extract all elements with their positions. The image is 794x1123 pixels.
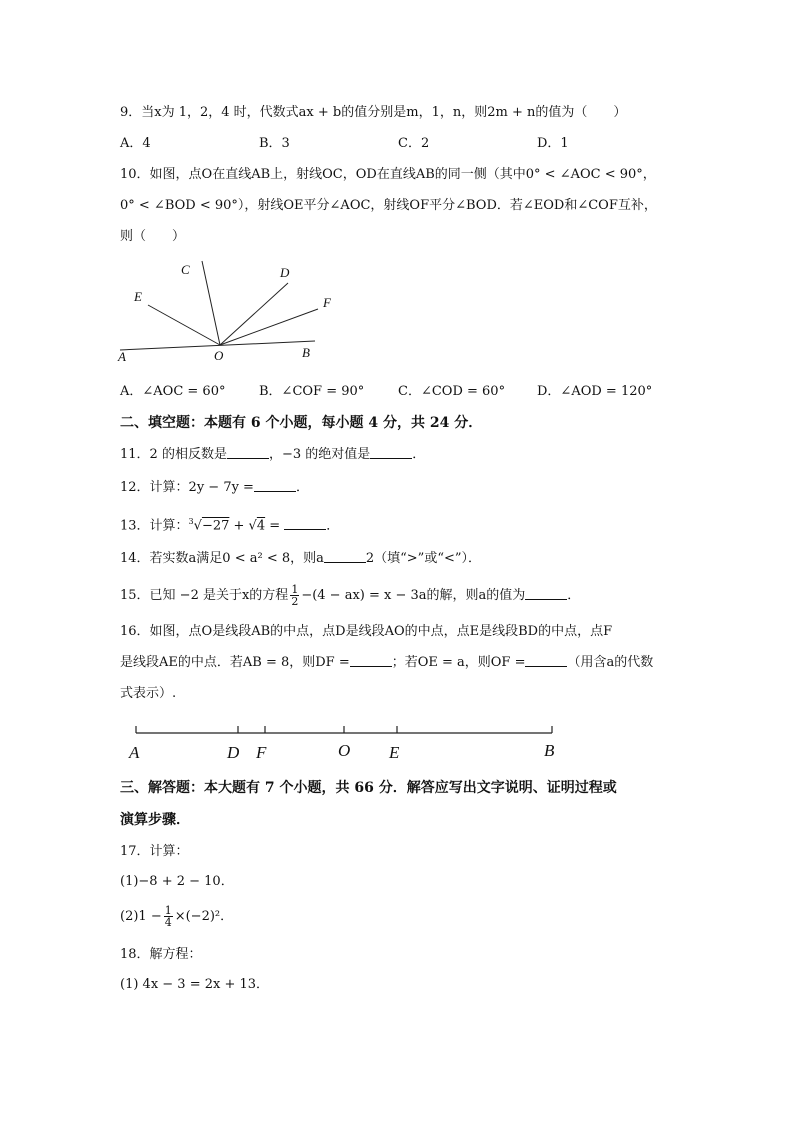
q15-text-a: 15．已知 −2 是关于x的方程 — [120, 588, 289, 603]
ray-oc — [202, 261, 220, 345]
q9-option-b: B．3 — [259, 136, 290, 151]
q13-blank — [284, 517, 326, 530]
q11-text-b: ，−3 的绝对值是 — [268, 447, 371, 462]
q11-blank-1 — [227, 446, 269, 459]
q10-option-d: D．∠AOD = 120° — [537, 384, 653, 399]
ray-oe — [148, 305, 220, 345]
q12-text-b: ． — [295, 480, 309, 495]
radical-sign-1: √ — [193, 518, 202, 534]
radical-sign-2: √ — [248, 518, 257, 534]
q9-option-a: A．4 — [120, 136, 151, 151]
point-d-label: D — [227, 743, 240, 762]
q13-eq: = — [265, 518, 281, 534]
q17-part-2-text-a: (2)1 − — [120, 909, 162, 924]
q17-part-1: (1)−8 + 2 − 10． — [120, 874, 234, 889]
q16-text-c: （用含a的代数 — [567, 655, 654, 670]
point-d-label: D — [280, 265, 290, 280]
q16-line-2 — [120, 654, 653, 672]
q13-text-b: ． — [326, 518, 340, 534]
q14-text-b: 2（填“>”或“<”）． — [365, 551, 482, 566]
q15-blank — [525, 587, 567, 600]
q18-part-1: (1) 4x − 3 = 2x + 13． — [120, 977, 270, 992]
q16-line-3: 式表示）. — [120, 686, 177, 701]
q12 — [120, 479, 309, 497]
q17-part-2-text-b: ×(−2)²． — [174, 909, 234, 924]
q17-title: 17．计算： — [120, 844, 189, 859]
q11-text-c: ． — [412, 447, 426, 462]
q18-title: 18．解方程： — [120, 947, 202, 962]
point-f-label: F — [323, 295, 331, 310]
q15-text-b: −(4 − ax) = x − 3a的解，则a的值为 — [301, 588, 526, 603]
q13-mid: + — [229, 518, 249, 534]
q10-line-2: 0° < ∠BOD < 90°），射线OE平分∠AOC，射线OF平分∠BOD．若∠EOD和∠COF互补， — [120, 198, 657, 213]
q12-text-a: 12．计算：2y − 7y = — [120, 480, 254, 495]
section-2-heading: 二、填空题：本题有 6 个小题，每小题 4 分，共 24 分． — [120, 415, 483, 431]
q15-text-c: ． — [567, 588, 581, 603]
point-b-label: B — [544, 741, 555, 760]
ray-od — [220, 283, 288, 345]
q13-text-a: 13．计算： — [120, 518, 189, 534]
q14-blank — [324, 550, 366, 563]
q10-angle-figure — [110, 255, 350, 370]
point-f-label: F — [256, 743, 267, 762]
q14 — [120, 550, 481, 568]
q17-fraction — [164, 905, 173, 928]
q16-blank-2 — [525, 654, 567, 667]
q13-radicand-1: −27 — [201, 518, 230, 534]
q10-line-3: 则（ ） — [120, 229, 186, 244]
q16-blank-1 — [350, 654, 392, 667]
q9-stem: 9．当x为 1，2，4 时，代数式ax + b的值分别是m，1，n，则2m + n的值为（ ） — [120, 105, 627, 120]
q12-blank — [254, 479, 296, 492]
q16-text-b: ；若OE = a，则OF = — [391, 655, 526, 670]
point-o-label: O — [338, 741, 351, 760]
q10-option-a: A．∠AOC = 60° — [120, 384, 226, 399]
q13-radicand-2: 4 — [256, 518, 266, 534]
cube-root-index: 3 — [188, 517, 194, 526]
q11-text-a: 11．2 的相反数是 — [120, 447, 227, 462]
q15-fraction — [290, 584, 299, 607]
q14-text-a: 14．若实数a满足0 < a² < 8，则a — [120, 551, 324, 566]
q17-fraction-numerator: 1 — [164, 904, 172, 917]
q9-option-c: C．2 — [398, 136, 430, 151]
q15-fraction-denominator: 2 — [291, 595, 299, 608]
ray-of — [220, 309, 318, 345]
q17-part-2 — [120, 903, 233, 931]
point-a-label: A — [129, 743, 140, 762]
point-e-label: E — [389, 743, 400, 762]
q9-option-d: D．1 — [537, 136, 569, 151]
q15-fraction-numerator: 1 — [291, 583, 299, 596]
q10-option-c: C．∠COD = 60° — [398, 384, 506, 399]
q10-line-1: 10．如图，点O在直线AB上，射线OC，OD在直线AB的同一侧（其中0° < ∠AOC < 90°， — [120, 167, 656, 182]
point-a-label: A — [118, 349, 126, 364]
q11 — [120, 446, 425, 464]
q16-line-1: 16．如图，点O是线段AB的中点，点D是线段AO的中点，点E是线段BD的中点，点F — [120, 624, 613, 639]
q15 — [120, 583, 580, 609]
section-3-heading-line-2: 演算步骤． — [120, 812, 190, 828]
point-b-label: B — [302, 345, 310, 360]
q11-blank-2 — [370, 446, 412, 459]
point-o-label: O — [214, 348, 224, 363]
point-c-label: C — [181, 262, 190, 277]
q16-text-a: 是线段AE的中点．若AB = 8，则DF = — [120, 655, 350, 670]
q17-fraction-denominator: 4 — [164, 916, 172, 929]
q10-option-b: B．∠COF = 90° — [259, 384, 365, 399]
q16-segment-figure — [120, 720, 570, 766]
point-e-label: E — [134, 289, 142, 304]
section-3-heading-line-1: 三、解答题：本大题有 7 个小题，共 66 分．解答应写出文字说明、证明过程或 — [120, 780, 617, 796]
q13 — [120, 513, 339, 535]
